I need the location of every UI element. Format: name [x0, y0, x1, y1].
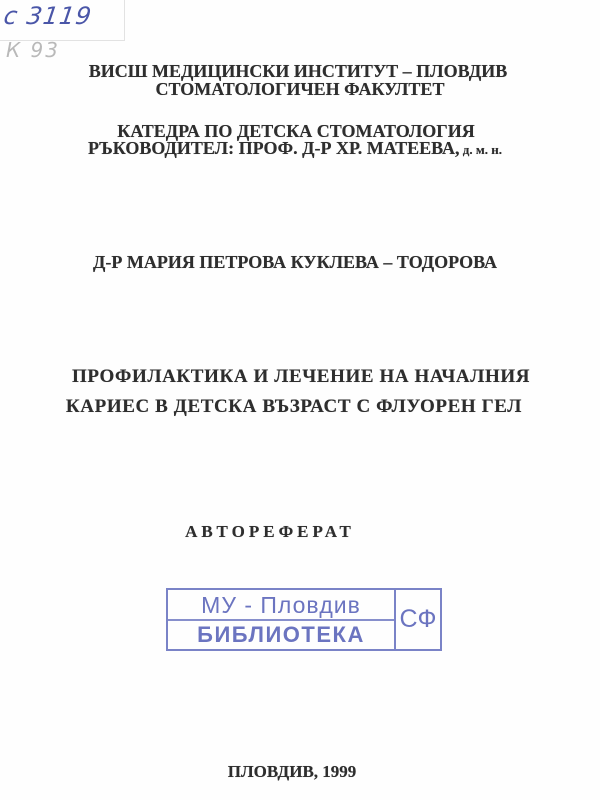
- department-head: [0, 138, 595, 159]
- department-name: КАТЕДРА ПО ДЕТСКА СТОМАТОЛОГИЯ: [117, 121, 475, 141]
- stamp-main-cell: [168, 590, 396, 649]
- stamp-library: БИБЛИОТЕКА: [197, 622, 365, 647]
- library-stamp: [166, 588, 442, 651]
- department-head-name: РЪКОВОДИТЕЛ: ПРОФ. Д-Р ХР. МАТЕЕВА,: [88, 138, 460, 158]
- document-genre: АВТОРЕФЕРАТ: [185, 522, 355, 541]
- handwritten-subcode: К 93: [6, 38, 61, 62]
- stamp-section-code: СФ: [399, 605, 437, 633]
- title-line-2: КАРИЕС В ДЕТСКА ВЪЗРАСТ С ФЛУОРЕН ГЕЛ: [65, 396, 523, 417]
- place-and-year: ПЛОВДИВ, 1999: [227, 762, 357, 781]
- author-name: Д-Р МАРИЯ ПЕТРОВА КУКЛЕВА – ТОДОРОВА: [93, 252, 497, 272]
- title-line-1: ПРОФИЛАКТИКА И ЛЕЧЕНИЕ НА НАЧАЛНИЯ: [71, 366, 531, 387]
- handwritten-shelfmark: с 3119: [2, 2, 94, 30]
- department-head-degree: д. м. н.: [459, 142, 502, 157]
- institution-name: ВИСШ МЕДИЦИНСКИ ИНСТИТУТ – ПЛОВДИВ: [88, 61, 508, 81]
- faculty-name: СТОМАТОЛОГИЧЕН ФАКУЛТЕТ: [155, 79, 445, 99]
- stamp-university: МУ - Пловдив: [168, 590, 394, 621]
